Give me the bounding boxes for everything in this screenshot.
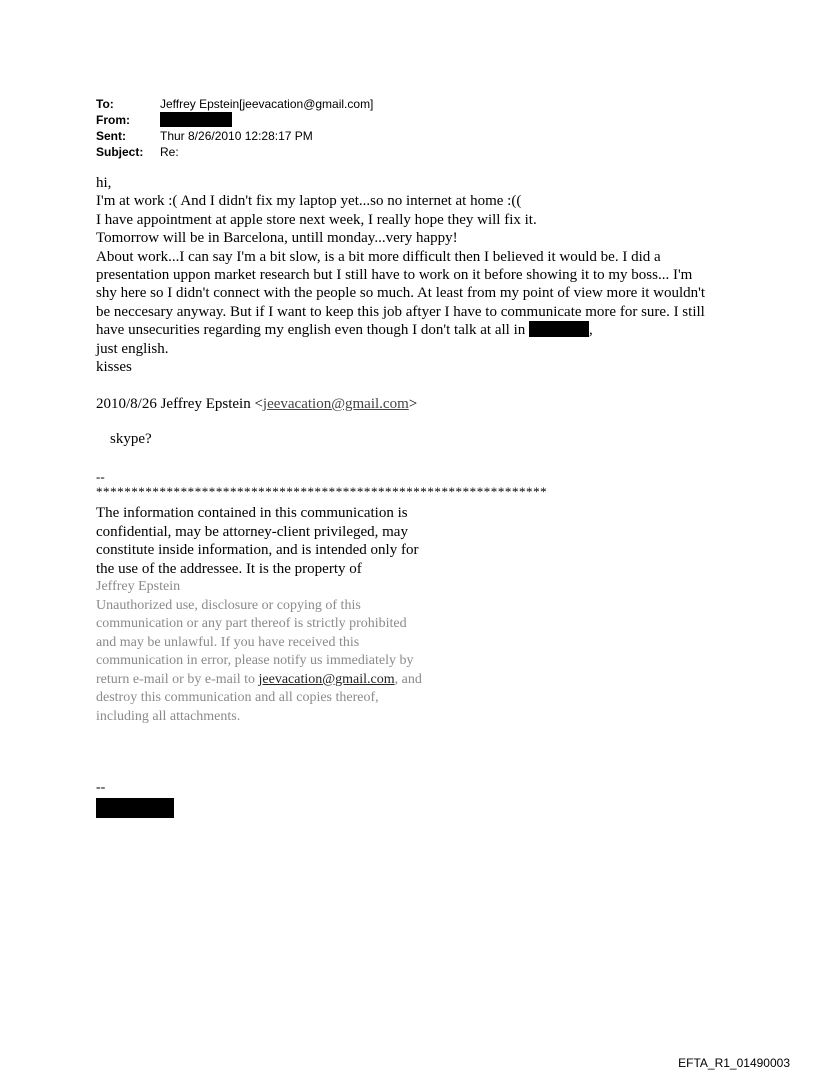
body-line: just english. bbox=[96, 340, 169, 357]
disclaimer-line: including all attachments. bbox=[96, 708, 241, 724]
disclaimer-line: destroy this communication and all copies thereof, bbox=[96, 690, 379, 705]
disclaimer-line: constitute inside information, and is intended only for bbox=[96, 542, 419, 558]
disclaimer-line: communication or any part thereof is strictly prohibited bbox=[96, 616, 407, 631]
sent-label: Sent: bbox=[96, 129, 126, 143]
return-prefix: return e-mail or by e-mail to bbox=[96, 671, 259, 687]
disclaimer-return-line bbox=[96, 671, 496, 690]
quote-attribution bbox=[96, 395, 417, 413]
return-suffix: , and bbox=[394, 671, 422, 687]
signature-dash: -- bbox=[96, 469, 105, 484]
comma: , bbox=[589, 322, 593, 339]
body-line: Tomorrow will be in Barcelona, untill monday...very happy! bbox=[96, 230, 458, 247]
body-paragraph bbox=[96, 248, 712, 340]
to-label: To: bbox=[96, 97, 114, 111]
greeting: hi, bbox=[96, 175, 112, 191]
redaction-box bbox=[529, 321, 589, 337]
disclaimer-main bbox=[96, 504, 476, 578]
from-value-redacted bbox=[160, 112, 232, 128]
to-value: Jeffrey Epstein[jeevacation@gmail.com] bbox=[160, 97, 374, 111]
message-body bbox=[96, 174, 712, 376]
disclaimer-line: confidential, may be attorney-client privileged, may bbox=[96, 523, 408, 540]
subject-value: Re: bbox=[160, 145, 179, 159]
quote-intro-end: > bbox=[408, 396, 418, 412]
sent-value: Thur 8/26/2010 12:28:17 PM bbox=[160, 129, 313, 143]
disclaimer-line: The information contained in this communication is bbox=[96, 505, 408, 521]
disclaimer-line: the use of the addressee. It is the property of bbox=[96, 560, 362, 577]
closing: kisses bbox=[96, 359, 132, 376]
quote-email-link[interactable]: jeevacation@gmail.com bbox=[262, 396, 409, 412]
body-paragraph-text: About work...I can say I'm a bit slow, is a bit more difficult then I believed it would be. I did a presentation uppon market research but I still have to work on it before showing it to my boss... I'm shy here so I didn't connect with the people so much. At least from my point of view more it wouldn't be neccesary anyway. But if I want to keep this job aftyer I have to communicate more for sure. I still have unsecurities regarding my english even though I don't talk at all in bbox=[96, 248, 706, 339]
return-email-link[interactable]: jeevacation@gmail.com bbox=[258, 671, 395, 687]
disclaimer-line: Unauthorized use, disclosure or copying of this bbox=[96, 597, 361, 613]
document-id: EFTA_R1_01490003 bbox=[678, 1056, 790, 1070]
redaction-box bbox=[160, 112, 232, 127]
quote-intro: 2010/8/26 Jeffrey Epstein < bbox=[96, 396, 263, 412]
subject-label: Subject: bbox=[96, 145, 144, 159]
redaction-box bbox=[96, 798, 174, 818]
signature-stars: **************************************************************** bbox=[96, 484, 548, 499]
disclaimer-line: and may be unlawful. If you have received this bbox=[96, 634, 360, 650]
disclaimer-line: Jeffrey Epstein bbox=[96, 579, 181, 594]
body-line: I'm at work :( And I didn't fix my laptop yet...so no internet at home :(( bbox=[96, 193, 522, 210]
disclaimer-line: communication in error, please notify us immediately by bbox=[96, 653, 414, 668]
end-dash: -- bbox=[96, 780, 106, 795]
body-line: I have appointment at apple store next week, I really hope they will fix it. bbox=[96, 211, 537, 228]
quoted-message: skype? bbox=[110, 431, 152, 447]
from-label: From: bbox=[96, 113, 130, 127]
disclaimer-grey bbox=[96, 578, 496, 726]
